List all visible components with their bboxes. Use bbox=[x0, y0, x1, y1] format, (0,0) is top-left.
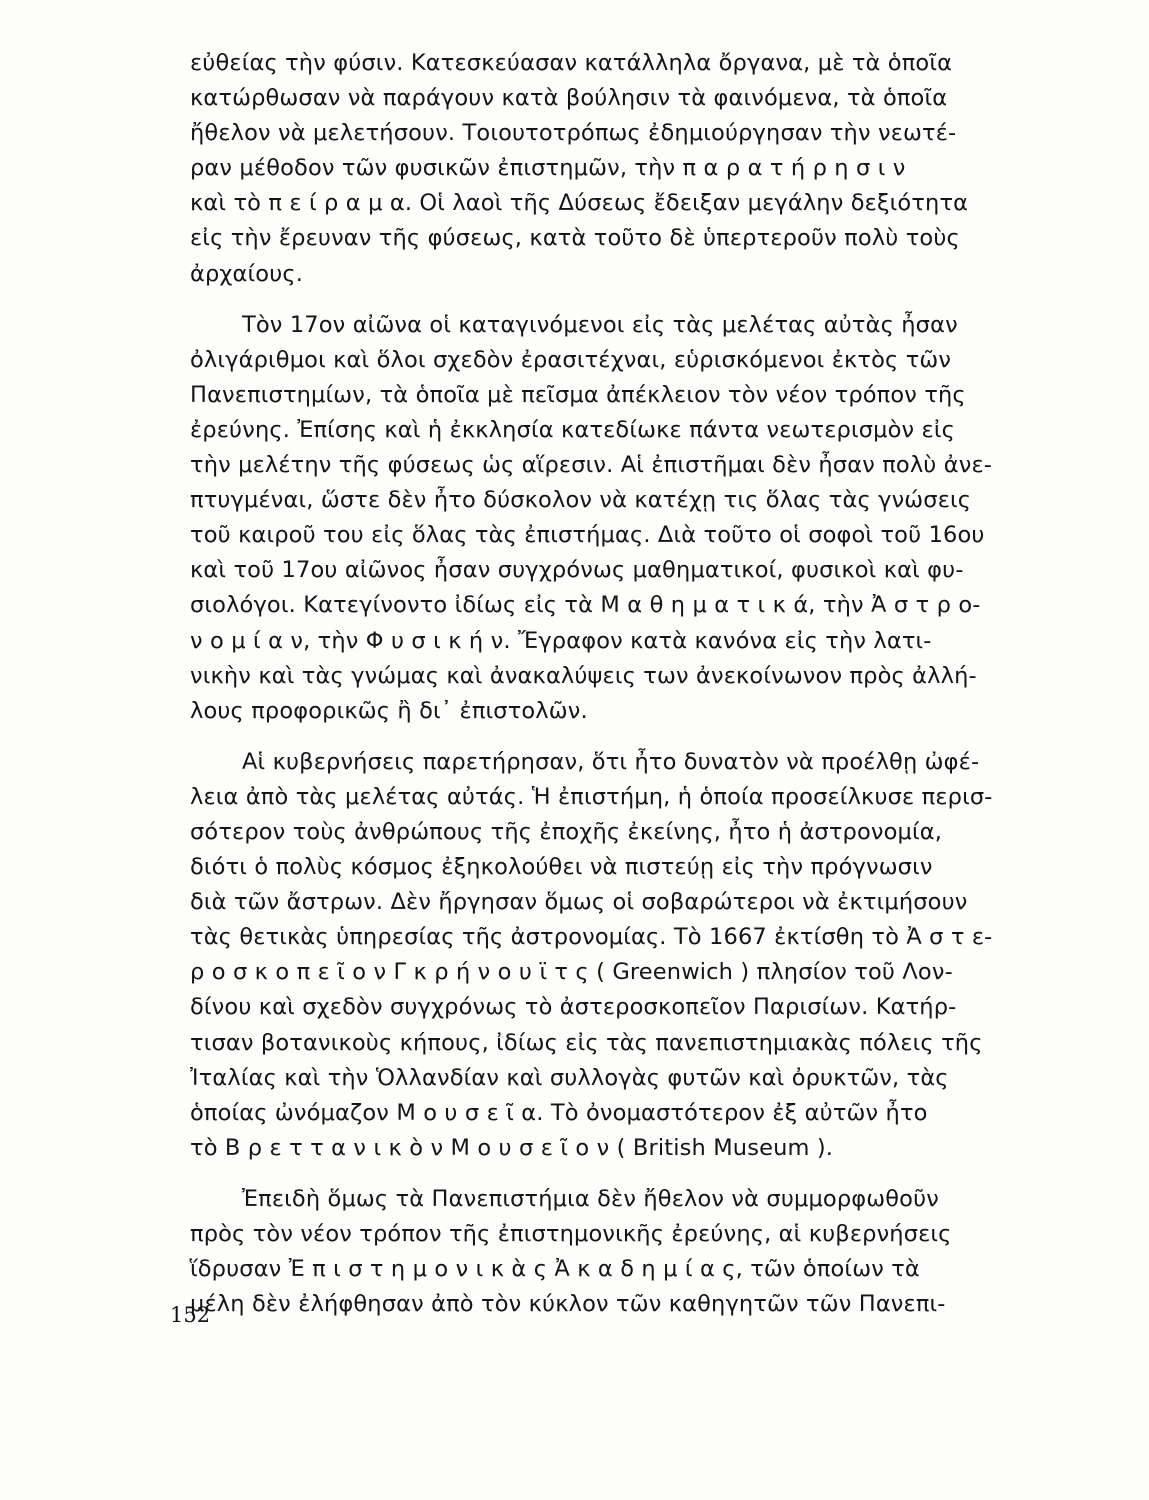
text-line: λους προφορικῶς ἢ δι᾽ ἐπιστολῶν. bbox=[190, 697, 588, 724]
text-line: σιολόγοι. Κατεγίνοντο ἰδίως εἰς τὰ Μ α θ η μ α τ ι κ ά, τὴν Ἀ σ τ ρ ο- bbox=[190, 592, 981, 619]
text-line: ἀρχαίους. bbox=[190, 260, 304, 287]
text-line: ν ο μ ί α ν, τὴν Φ υ σ ι κ ή ν. Ἔγραφον κατὰ κανόνα εἰς τὴν λατι- bbox=[190, 627, 932, 654]
text-line: σότερον τοὺς ἀνθρώπους τῆς ἐποχῆς ἐκείνης, ἦτο ἡ ἀστρονομία, bbox=[190, 818, 943, 845]
text-line: μέλη δὲν ἐλήφθησαν ἀπὸ τὸν κύκλον τῶν καθηγητῶν τῶν Πανεπι- bbox=[190, 1291, 946, 1318]
text-line: Πανεπιστημίων, τὰ ὁποῖα μὲ πεῖσμα ἀπέκλειον τὸν νέον τρόπον τῆς bbox=[190, 381, 966, 408]
paragraph-2 bbox=[190, 308, 1030, 729]
page-number: 152 bbox=[170, 1303, 211, 1327]
text-line: τοῦ καιροῦ του εἰς ὅλας τὰς ἐπιστήμας. Διὰ τοῦτο οἱ σοφοὶ τοῦ 16ου bbox=[190, 522, 985, 549]
text-line: ἐρεύνης. Ἐπίσης καὶ ἡ ἐκκλησία κατεδίωκε πάντα νεωτερισμὸν εἰς bbox=[190, 416, 955, 443]
text-line: νικὴν καὶ τὰς γνώμας καὶ ἀνακαλύψεις των ἀνεκοίνωνον πρὸς ἀλλή- bbox=[190, 662, 977, 689]
paragraph-4 bbox=[190, 1182, 1030, 1322]
text-line: διότι ὁ πολὺς κόσμος ἐξηκολούθει νὰ πιστεύῃ εἰς τὴν πρόγνωσιν bbox=[190, 854, 933, 881]
text-line: τὴν μελέτην τῆς φύσεως ὡς αἵρεσιν. Αἱ ἐπιστῆμαι δὲν ἦσαν πολὺ ἀνε- bbox=[190, 452, 993, 479]
text-line: λεια ἀπὸ τὰς μελέτας αὐτάς. Ἡ ἐπιστήμη, ἡ ὁποία προσείλκυσε περισ- bbox=[190, 783, 993, 810]
text-line: εἰς τὴν ἔρευναν τῆς φύσεως, κατὰ τοῦτο δὲ ὑπερτεροῦν πολὺ τοὺς bbox=[190, 225, 960, 252]
text-line: Τὸν 17ον αἰῶνα οἱ καταγινόμενοι εἰς τὰς μελέτας αὐτὰς ἦσαν bbox=[242, 311, 958, 338]
text-line: τὰς θετικὰς ὑπηρεσίας τῆς ἀστρονομίας. Τὸ 1667 ἐκτίσθη τὸ Ἀ σ τ ε- bbox=[190, 924, 993, 951]
body-text bbox=[190, 46, 1030, 1322]
text-line: ρ ο σ κ ο π ε ῖ ο ν Γ κ ρ ή ν ο υ ϊ τ ς ( Greenwich ) πλησίον τοῦ Λον- bbox=[190, 959, 953, 986]
text-line: δίνου καὶ σχεδὸν συγχρόνως τὸ ἀστεροσκοπεῖον Παρισίων. Κατήρ- bbox=[190, 994, 957, 1021]
text-line: Ἰταλίας καὶ τὴν Ὁλλανδίαν καὶ συλλογὰς φυτῶν καὶ ὀρυκτῶν, τὰς bbox=[190, 1064, 949, 1091]
text-line: Ἐπειδὴ ὅμως τὰ Πανεπιστήμια δὲν ἤθελον νὰ συμμορφωθοῦν bbox=[242, 1185, 939, 1212]
text-line: κατώρθωσαν νὰ παράγουν κατὰ βούλησιν τὰ φαινόμενα, τὰ ὁποῖα bbox=[190, 85, 948, 112]
text-line: πρὸς τὸν νέον τρόπον τῆς ἐπιστημονικῆς ἐρεύνης, αἱ κυβερνήσεις bbox=[190, 1221, 952, 1247]
paragraph-3 bbox=[190, 745, 1030, 1166]
text-line: τισαν βοτανικοὺς κήπους, ἰδίως εἰς τὰς πανεπιστημιακὰς πόλεις τῆς bbox=[190, 1029, 983, 1056]
text-line: ὁποίας ὠνόμαζον Μ ο υ σ ε ῖ α. Τὸ ὀνομαστότερον ἐξ αὐτῶν ἦτο bbox=[190, 1099, 928, 1126]
text-line: πτυγμέναι, ὥστε δὲν ἦτο δύσκολον νὰ κατέχῃ τις ὅλας τὰς γνώσεις bbox=[190, 487, 972, 514]
paragraph-1 bbox=[190, 46, 1030, 292]
text-line: τὸ Β ρ ε τ τ α ν ι κ ὸ ν Μ ο υ σ ε ῖ ο ν ( British Museum ). bbox=[190, 1134, 834, 1161]
text-line: καὶ τοῦ 17ου αἰῶνος ἦσαν συγχρόνως μαθηματικοί, φυσικοὶ καὶ φυ- bbox=[190, 557, 964, 584]
text-line: Αἱ κυβερνήσεις παρετήρησαν, ὅτι ἦτο δυνατὸν νὰ προέλθῃ ὠφέ- bbox=[242, 748, 980, 775]
text-line: διὰ τῶν ἄστρων. Δὲν ἤργησαν ὅμως οἱ σοβαρώτεροι νὰ ἐκτιμήσουν bbox=[190, 889, 968, 916]
text-line: ὀλιγάριθμοι καὶ ὅλοι σχεδὸν ἐρασιτέχναι, εὑρισκόμενοι ἐκτὸς τῶν bbox=[190, 346, 952, 373]
text-line: εὐθείας τὴν φύσιν. Κατεσκεύασαν κατάλληλα ὄργανα, μὲ τὰ ὁποῖα bbox=[190, 50, 953, 76]
text-line: ἤθελον νὰ μελετήσουν. Τοιουτοτρόπως ἐδημιούργησαν τὴν νεωτέ- bbox=[190, 120, 957, 147]
text-line: ἵδρυσαν Ἐ π ι σ τ η μ ο ν ι κ ὰ ς Ἀ κ α δ η μ ί α ς, τῶν ὁποίων τὰ bbox=[190, 1256, 920, 1283]
text-line: ραν μέθοδον τῶν φυσικῶν ἐπιστημῶν, τὴν π α ρ α τ ή ρ η σ ι ν bbox=[190, 155, 906, 182]
text-line: καὶ τὸ π ε ί ρ α μ α. Οἱ λαοὶ τῆς Δύσεως ἔδειξαν μεγάλην δεξιότητα bbox=[190, 190, 969, 217]
